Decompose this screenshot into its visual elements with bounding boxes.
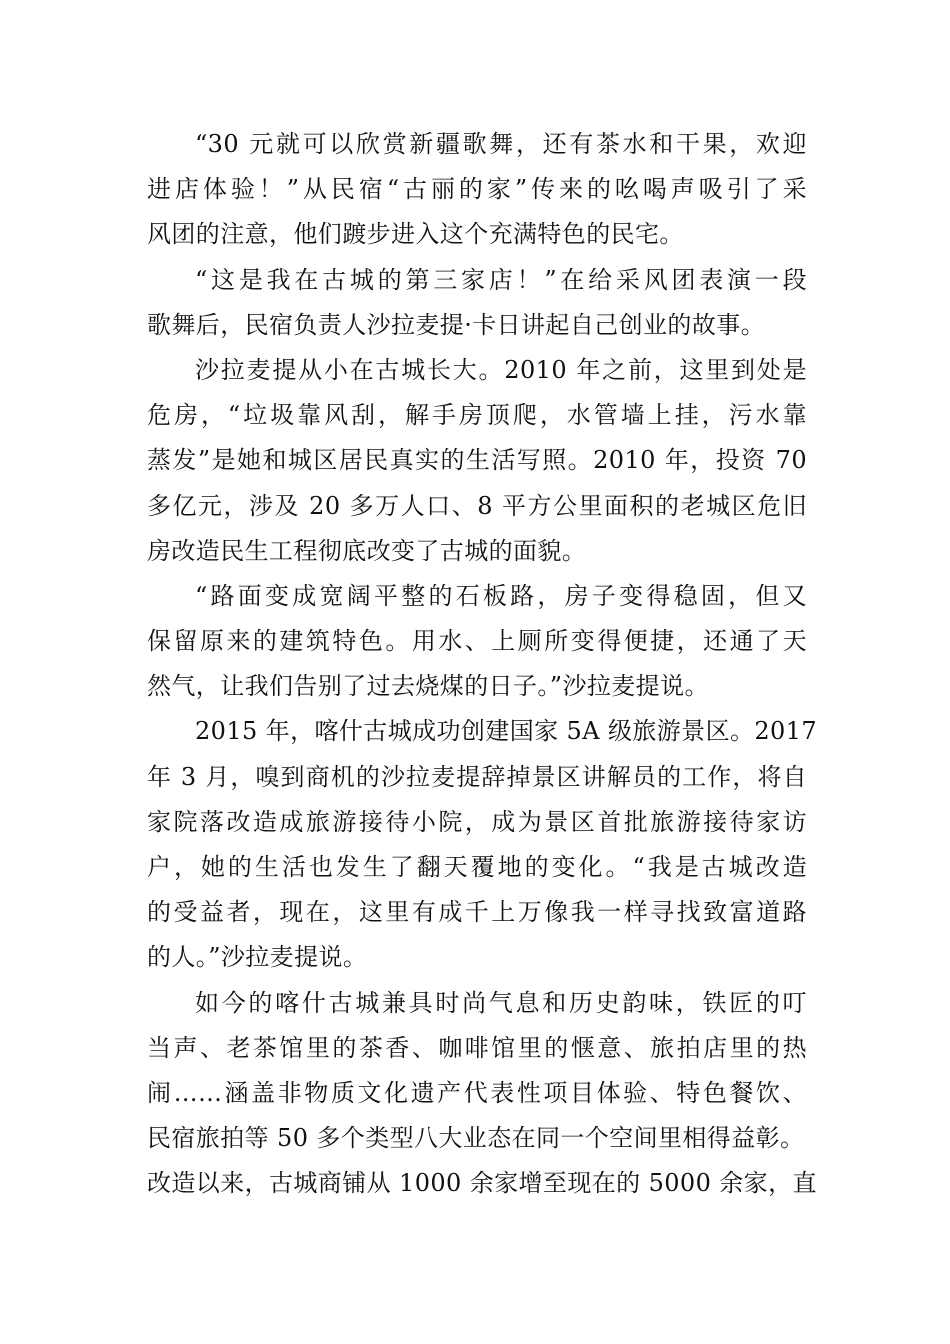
text-line: 然气，让我们告别了过去烧煤的日子。”沙拉麦提说。 [147, 672, 709, 701]
text-line: 改造以来，古城商铺从 1000 余家增至现在的 5000 余家，直 [147, 1169, 817, 1198]
text-line: “路面变成宽阔平整的石板路，房子变得稳固，但又 [195, 581, 807, 610]
text-line: 多亿元，涉及 20 多万人口、8 平方公里面积的老城区危旧 [147, 491, 807, 520]
text-line: 的受益者，现在，这里有成千上万像我一样寻找致富道路 [147, 898, 807, 927]
text-line: 家院落改造成旅游接待小院，成为景区首批旅游接待家访 [147, 807, 807, 836]
text-line: “这是我在古城的第三家店！”在给采风团表演一段 [195, 265, 807, 294]
text-line: 歌舞后，民宿负责人沙拉麦提·卡日讲起自己创业的故事。 [147, 310, 766, 339]
text-line: 如今的喀什古城兼具时尚气息和历史韵味，铁匠的叮 [195, 988, 807, 1017]
text-line: 当声、老茶馆里的茶香、咖啡馆里的惬意、旅拍店里的热 [147, 1033, 807, 1062]
text-line: 进店体验！”从民宿“古丽的家”传来的吆喝声吸引了采 [147, 175, 807, 204]
text-line: 户，她的生活也发生了翻天覆地的变化。“我是古城改造 [147, 853, 807, 881]
text-line: 蒸发”是她和城区居民真实的生活写照。2010 年，投资 70 [147, 446, 807, 475]
text-line: 房改造民生工程彻底改变了古城的面貌。 [147, 536, 587, 565]
text-line: 2015 年，喀什古城成功创建国家 5A 级旅游景区。2017 [195, 717, 818, 746]
text-line: 民宿旅拍等 50 多个类型八大业态在同一个空间里相得益彰。 [147, 1124, 805, 1153]
text-line: 年 3 月，嗅到商机的沙拉麦提辞掉景区讲解员的工作，将自 [147, 762, 807, 791]
text-line: “30 元就可以欣赏新疆歌舞，还有茶水和干果，欢迎 [195, 130, 807, 158]
text-line: 危房，“垃圾靠风刮，解手房顶爬，水管墙上挂，污水靠 [147, 401, 807, 430]
text-line: 沙拉麦提从小在古城长大。2010 年之前，这里到处是 [195, 355, 807, 384]
text-line: 的人。”沙拉麦提说。 [147, 943, 368, 972]
text-line: 风团的注意，他们踱步进入这个充满特色的民宅。 [147, 220, 684, 249]
article-body [147, 122, 818, 1207]
text-line: 保留原来的建筑特色。用水、上厕所变得便捷，还通了天 [147, 627, 807, 656]
text-line: 闹……涵盖非物质文化遗产代表性项目体验、特色餐饮、 [147, 1078, 807, 1107]
